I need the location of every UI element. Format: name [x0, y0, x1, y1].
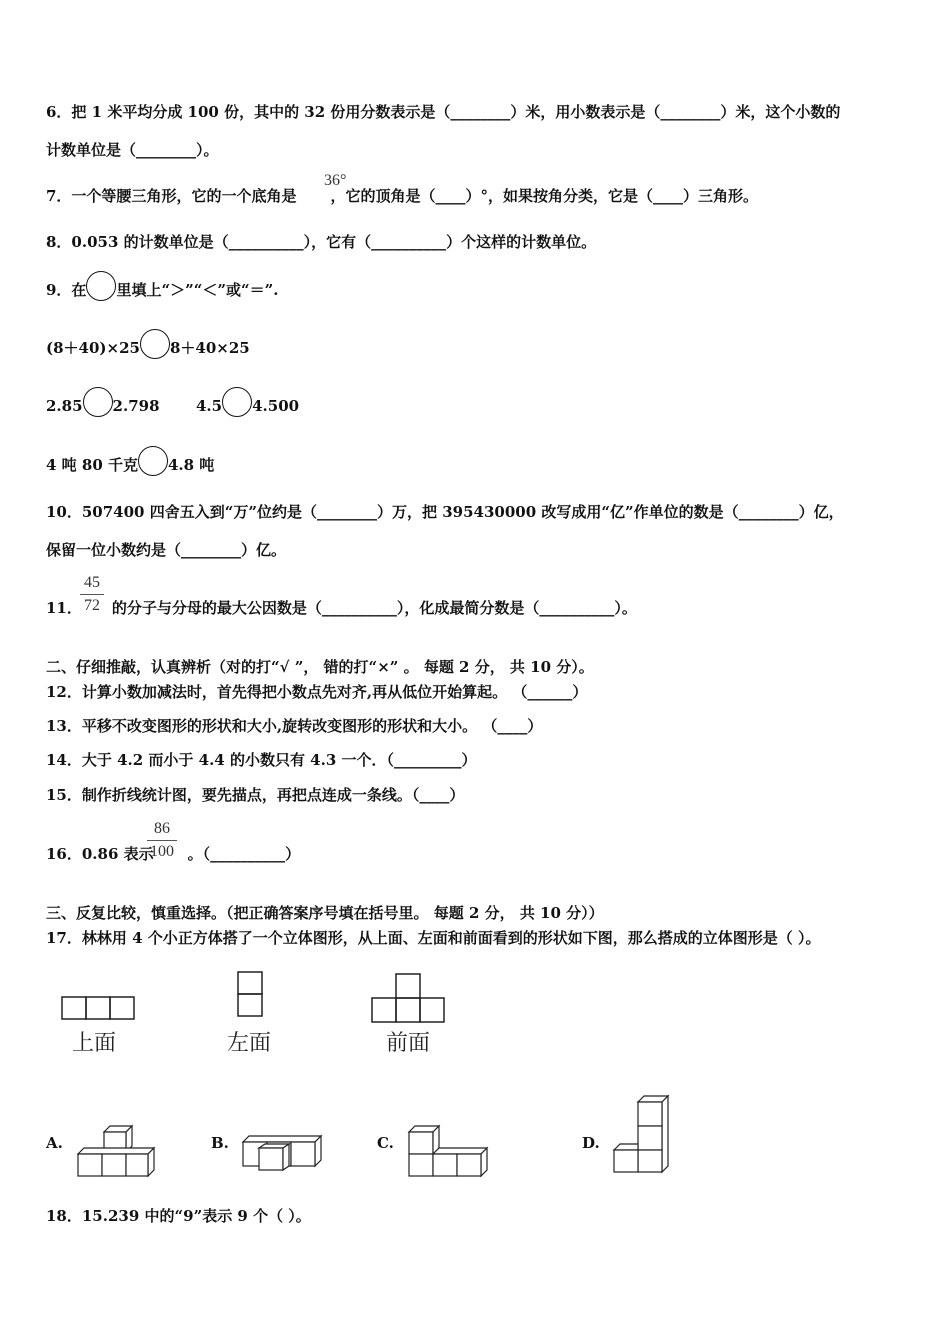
q11-line	[46, 598, 637, 618]
answer-circle[interactable]	[86, 271, 116, 301]
option-c-figure[interactable]	[407, 1122, 491, 1182]
q9-line	[46, 280, 278, 301]
compare-circle[interactable]	[138, 446, 168, 476]
q13-line: 13．平移不改变图形的形状和大小,旋转改变图形的形状和大小。 （____）	[46, 717, 543, 735]
compare-circle[interactable]	[83, 387, 113, 417]
q7-post: ，它的顶角是（____）°，如果按角分类，它是（____）三角形。	[330, 187, 758, 205]
section2-heading: 二、仔细推敲，认真辨析（对的打“√ ”， 错的打“×” 。 每题 2 分， 共 10 分）。	[46, 658, 594, 676]
q9-row1	[46, 338, 250, 359]
section3-heading: 三、反复比较，慎重选择。（把正确答案序号填在括号里。 每题 2 分， 共 10 分））	[46, 904, 604, 922]
q9-row2b-right: 4.500	[252, 397, 300, 415]
option-c-label[interactable]: C.	[377, 1134, 394, 1152]
option-b-figure[interactable]	[241, 1134, 325, 1174]
q7-line	[46, 186, 758, 206]
front-view-label: 前面	[386, 1031, 431, 1056]
q11-text: 的分子与分母的最大公因数是（__________），化成最简分数是（__________）。	[111, 599, 637, 617]
q14-line: 14．大于 4.2 而小于 4.4 的小数只有 4.3 一个．（_________）	[46, 751, 477, 769]
left-view-figure	[236, 970, 266, 1020]
q17-line: 17．林林用 4 个小正方体搭了一个立体图形，从上面、左面和前面看到的形状如下图，那么搭成的立体图形是（ ）。	[46, 929, 821, 947]
left-view-label: 左面	[227, 1031, 272, 1056]
option-d-label[interactable]: D.	[582, 1134, 600, 1152]
option-a-label[interactable]: A.	[46, 1134, 63, 1152]
q16-numerator: 86	[154, 820, 170, 837]
top-view-label: 上面	[72, 1031, 117, 1056]
q9-post: 里填上“＞”“＜”或“＝”.	[116, 281, 279, 299]
q16-pre: 16．0.86 表示	[46, 845, 154, 863]
q9-row2	[46, 396, 299, 417]
q16-fraction	[147, 820, 177, 861]
q12-line: 12．计算小数加减法时，首先得把小数点先对齐,再从低位开始算起。 （______）	[46, 683, 588, 701]
q7-angle: 36°	[324, 172, 347, 189]
q9-row1-right: 8＋40×25	[169, 339, 250, 357]
q10-line2: 保留一位小数约是（________）亿。	[46, 541, 287, 559]
q16-post: 。（__________）	[187, 845, 301, 863]
top-view-figure	[60, 995, 136, 1021]
q15-line: 15．制作折线统计图，要先描点，再把点连成一条线。（____）	[46, 786, 465, 804]
q9-row2a-right: 2.798	[112, 397, 160, 415]
q6-line2: 计数单位是（________）。	[46, 141, 219, 159]
q10-line1: 10．507400 四舍五入到“万”位约是（________）万，把 395430000 改写成用“亿”作单位的数是（________）亿，	[46, 503, 844, 521]
option-d-figure[interactable]	[612, 1094, 672, 1178]
option-b-label[interactable]: B.	[211, 1134, 229, 1152]
q16-denominator: 100	[150, 843, 174, 860]
q18-line: 18．15.239 中的“9”表示 9 个（ ）。	[46, 1207, 311, 1225]
q9-row3-right: 4.8 吨	[167, 456, 215, 474]
compare-circle[interactable]	[140, 329, 170, 359]
option-a-figure[interactable]	[76, 1122, 160, 1182]
q9-row3	[46, 455, 214, 476]
q6-line1: 6．把 1 米平均分成 100 份，其中的 32 份用分数表示是（________）米，用小数表示是（________）米，这个小数的	[46, 103, 841, 121]
q11-numerator: 45	[84, 574, 100, 591]
q9-row1-left: (8＋40)×25	[46, 339, 140, 357]
q11-fraction	[80, 574, 104, 615]
q8-line: 8．0.053 的计数单位是（__________），它有（__________）个这样的计数单位。	[46, 233, 597, 251]
q9-row3-left: 4 吨 80 千克	[46, 456, 138, 474]
compare-circle[interactable]	[222, 387, 252, 417]
q7-pre: 7．一个等腰三角形，它的一个底角是	[46, 187, 297, 205]
q9-row2b-left: 4.5	[196, 397, 223, 415]
front-view-figure	[370, 972, 446, 1024]
q9-pre: 9．在	[46, 281, 87, 299]
q9-row2a-left: 2.85	[46, 397, 83, 415]
q11-denominator: 72	[84, 597, 100, 614]
q11-num: 11．	[46, 599, 82, 617]
